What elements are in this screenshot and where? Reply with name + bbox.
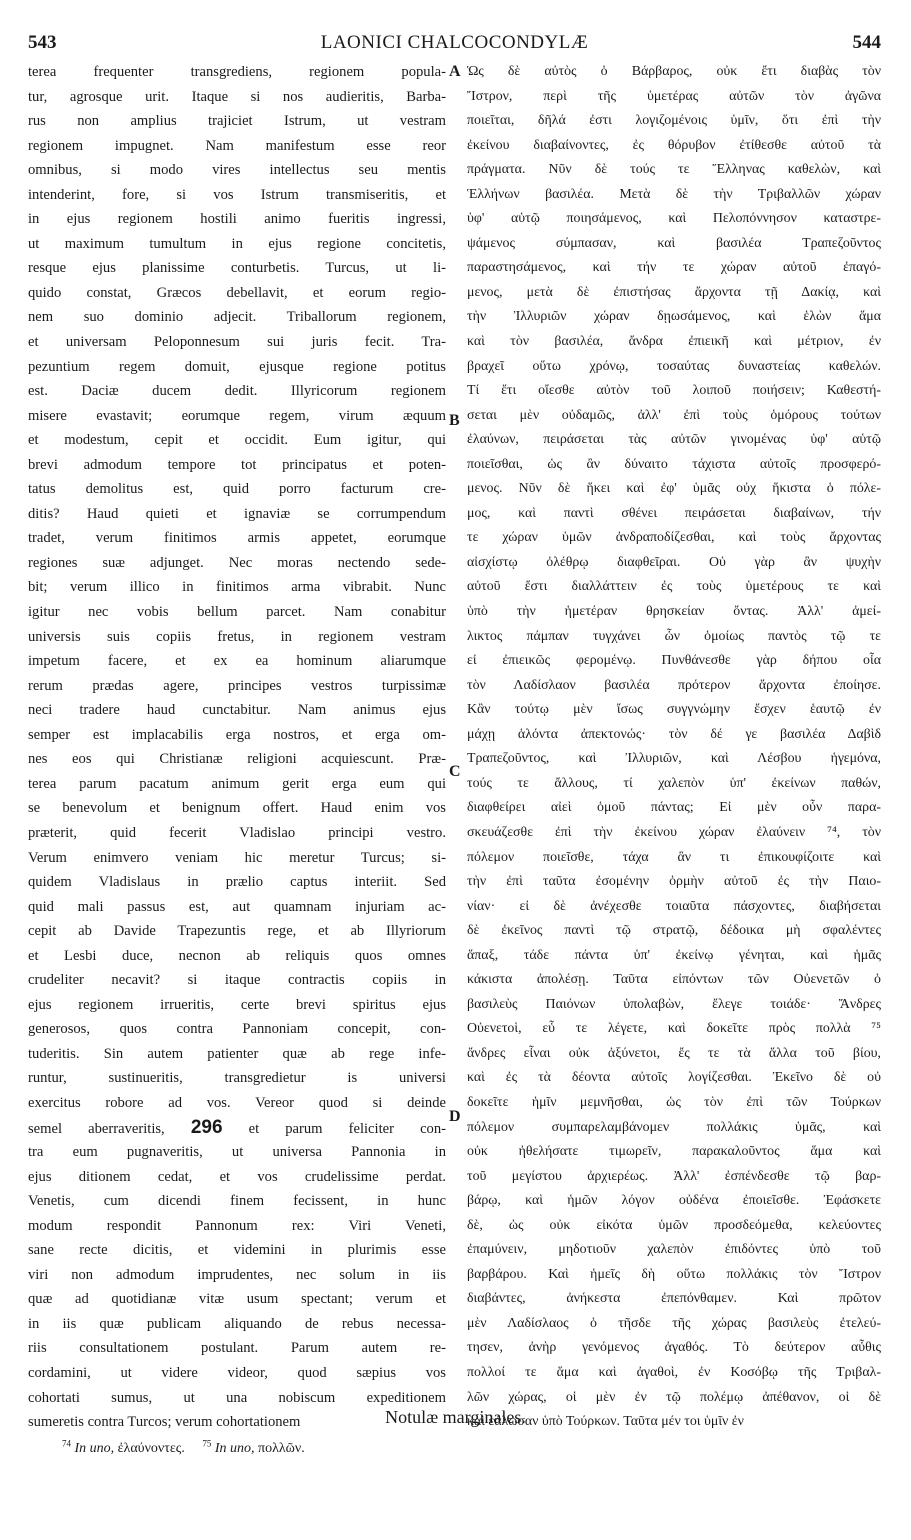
latin-text-line: intenderint, fore, si vos Istrum transmiseritis, et [28,186,446,203]
latin-text-line: rerum prædas agere, principes vestros turpissimæ [28,677,446,694]
greek-text-line: δὲ ἐκεῖνος παντὶ τῷ στρατῷ, δέδοικα μὴ σφαλέντες [467,923,881,939]
greek-text-line: λικτος πάμπαν τυγχάνει ὧν ὁμοίως παντὸς τῷ τε [467,628,881,644]
latin-text-line: Venetis, cum dicendi finem fecissent, in hunc [28,1193,446,1210]
greek-text-line: πόλεμον συμπαρελαμβάνομεν πολλάκις ὑμᾶς, καὶ [467,1119,881,1135]
greek-text-line: τὸν Λαδίσλαον βασιλέα πρότερον ἄρχοντα ἐποίησε. [467,677,881,693]
latin-text-line [28,1116,446,1141]
greek-text-line: ἐπαμύνειν, μηδοτιοῦν χαλεπὸν ἐπιδόντες ὑπὸ τοῦ [467,1242,881,1258]
marginal-notes-title: Notulæ marginales. [385,1407,526,1427]
greek-text-line: παραστησάμενος, καὶ τήν τε χώραν αὐτοῦ ἐπαγό- [467,260,881,276]
latin-text-line: cohortati sumus, ut una nobiscum expeditionem [28,1389,446,1406]
latin-text-line: quæ ad quotidianæ vitæ usum spectant; verum et [28,1291,446,1308]
latin-text-line: tur, agrosque urit. Itaque si nos audieritis, Barba- [28,88,446,105]
greek-text-line: βασιλεὺς Παιόνων ὑπολαβὼν, ἔλεγε τοιάδε· Ἄνδρες [467,996,881,1012]
latin-text-line: terea frequenter transgrediens, regionem popula- [28,64,446,80]
note-item [202,1438,305,1456]
greek-text-line: τούς τε ἄλλους, τί χαλεπὸν ὑπ' ἐκείνων παθών, [467,775,881,791]
greek-text-line: ποιεῖται, δῆλά ἐστι λογιζομένοις ὑμῖν, ὅτι ἐπὶ τὴν [467,113,881,129]
greek-text-line: εἰ ἐπιεικῶς φερομένῳ. Πυνθάνεσθε γὰρ δήπου οἷα [467,653,881,669]
latin-text-line: in ejus regionem hostili animo fueritis ingressi, [28,211,446,228]
greek-text-line: Οὐενετοὶ, εὖ τε λέγετε, καὶ δοκεῖτε πρὸς πολλὰ ⁷⁵ [467,1021,881,1037]
latin-text-line: tra eum pugnaveritis, ut universa Pannonia in [28,1144,446,1161]
latin-text-line: pezuntium regem domuit, ejusque regione potitus [28,358,446,375]
latin-text-line: nem suo dominio adjecit. Triballorum regionem, [28,309,446,326]
latin-text-segment: semel aberraveritis, [28,1120,165,1137]
latin-text-line: terea parum pacatum animum gerit erga eum qui [28,775,446,792]
running-title: LAONICI CHALCOCONDYLÆ [320,32,589,53]
latin-text-line: ut maximum tumultum in ejus regione concitetis, [28,235,446,252]
latin-text-line: omnibus, si modo vires intellectus seu mentis [28,162,446,179]
greek-column [467,60,881,1435]
greek-text-line: Κἂν τούτῳ μὲν ἴσως συγγνώμην ἔσχεν ἑαυτῷ ἐν [467,702,881,718]
latin-text-line: quidem Vladislaus in prælio captus interiit. Sed [28,874,446,891]
greek-text-line: καὶ τὸν βασιλέα, ἄνδρα ἐπιεικῆ καὶ μέτριον, ἐν [467,334,881,350]
latin-text-line: tradet, verum finitimos armis appetet, eorumque [28,530,446,547]
latin-text-line: et modestum, cepit et occidit. Eum igitur, qui [28,432,446,449]
greek-text-line: τησεν, ἀνὴρ γενόμενος ἀγαθός. Τὸ δεύτερον αὖθις [467,1340,881,1356]
greek-text-line: αἰσχίστῳ ὀλέθρῳ διαφθεῖραι. Οὐ γὰρ ἂν ψυχὴν [467,554,881,570]
note-number: 74 [62,1438,71,1448]
greek-text-line: μενος. Νῦν δὲ ἥκει καὶ ἐφ' ὑμᾶς οὐχ ἥκιστα ὁ πόλε- [467,481,881,497]
greek-text-line: σεται μὲν οὐδαμῶς, ἀλλ' ἐπὶ τοὺς ὁμόρους τούτων [467,407,881,423]
note-number: 75 [202,1438,212,1448]
latin-text-line: exercitus robore ad vos. Vereor quod si deinde [28,1094,446,1111]
latin-text-line: regiones suæ adjunget. Nec moras nectendo sede- [28,554,446,571]
greek-text-line: τοῦ μεγίστου ἀρχιερέως. Ἀλλ' ἐσπένδεσθε τῷ βαρ- [467,1168,881,1184]
greek-text-line: νίαν· εἰ δὲ ἀνέχεσθε τοιαῦτα πάσχοντες, διαβήσεται [467,898,881,914]
latin-text-line: brevi admodum tempore tot principatus et poten- [28,456,446,473]
greek-text-line: ἐλαύνων, πειράσεται τὰς αὐτῶν γινομένας ὑφ' αὑτῷ [467,432,881,448]
greek-text-line: λῶν χώρας, οἱ μὲν ἐν τῷ πολέμῳ ἀπέθανον, οἱ δὲ [467,1389,881,1405]
latin-text-line: neci tradere haud cunctabitur. Nam animus ejus [28,702,446,719]
greek-text-line: διαφθείρει αἰεὶ ὁμοῦ πάντας; Εἰ μὲν οὖν παρα- [467,800,881,816]
page-number-right: 544 [852,32,881,53]
greek-text-line: Ἴστρον, περὶ τῆς ὑμετέρας αὐτῶν τὸν ἀγῶνα [467,88,881,104]
greek-text-line: δὲ, ὡς οὐκ εἰκότα ὑμῶν προσδεόμεθα, κελεύοντες [467,1217,881,1233]
latin-text-line: Verum enimvero veniam hic meretur Turcus; si- [28,849,446,866]
latin-text-line: quido constat, Græcos debellavit, et eorum regio- [28,284,446,301]
latin-text-line: se benevolum et benignum offert. Haud enim vos [28,800,446,817]
latin-text-line: regionem impugnet. Nam manifestum esse reor [28,137,446,154]
greek-text-line: κάκιστα ἀπολέσῃ. Ταῦτα εἰπόντων τῶν Οὐενετῶν ὁ [467,972,881,988]
latin-text-line: riis consultationem postulant. Parum autem re- [28,1340,446,1357]
latin-text-line: semper est implacabilis erga nostros, et erga om- [28,726,446,743]
latin-text-line: et Lesbi duce, necnon ab reliquis quos omnes [28,947,446,964]
greek-text-line: ἅπαξ, τάδε πάντα ὑπ' ἐκείνῳ γένηται, καὶ ἡμᾶς [467,947,881,963]
greek-text-line: Τραπεζοῦντος, καὶ Ἰλλυριῶν, καὶ Λέσβου ἡγεμόνα, [467,751,881,767]
latin-column [28,60,446,1435]
latin-text-line: ditis? Haud quieti et ignaviæ se corrumpendum [28,505,446,522]
greek-text-line: σκευάζεσθε ἐπὶ τὴν ἐκείνου χώραν ἐλαύνειν ⁷⁴, τὸν [467,824,881,840]
latin-text-line: universis suis copiis fretus, in regionem vestram [28,628,446,645]
greek-text-line: μενος, μετὰ δὲ ἐπιστήσας ἄρχοντα τῇ Δακίᾳ, καὶ [467,284,881,300]
section-letter-b: B [449,412,460,429]
greek-text-line: ὑπὸ τὴν ἡμετέραν θρησκείαν ὄντας. Ἀλλ' ἀμεί- [467,604,881,620]
note-text: ἐλαύνοντες. [117,1440,185,1456]
greek-text-line: μὲν Λαδίσλαος ὁ τῆσδε τῆς χώρας βασιλεὺς ἐτελεύ- [467,1315,881,1331]
greek-text-line: μάχῃ ἁλόντα ἀπεκτονώς· τὸν δέ γε βασιλέα Δαβὶδ [467,726,881,742]
latin-text-line: runtur, sustinueritis, transgredietur is universi [28,1070,446,1087]
note-item [62,1438,188,1456]
latin-text-line: rus non amplius trajiciet Istrum, ut vestram [28,113,446,130]
latin-text-line: crudeliter necavit? si itaque contractis copiis in [28,972,446,989]
section-letter-c: C [449,763,461,780]
greek-text-line: βραχεῖ οὕτω χρόνῳ, τοσαύτας δυναστείας καθελών. [467,358,881,374]
greek-text-line: πολλοί τε ἅμα καὶ ἀγαθοὶ, ἐν Κοσόβῳ τῆς Τριβαλ- [467,1364,881,1380]
latin-text-line: cepit ab Davide Trapezuntis rege, et ab Illyriorum [28,923,446,940]
latin-text-line: generosos, quos contra Pannoniam concepit, con- [28,1021,446,1038]
greek-text-line: βαρβάρου. Καὶ ἡμεῖς δὴ οὕτω πολλάκις τὸν Ἴστρον [467,1266,881,1282]
greek-text-line: Ὡς δὲ αὐτὸς ὁ Βάρβαρος, οὐκ ἔτι διαβὰς τὸν [467,64,881,79]
greek-text-line: Ἑλλήνων βασιλέα. Μετὰ δὲ τὴν Τριβαλλῶν χώραν [467,186,881,202]
latin-text-line: viri non admodum imprudentes, nec solum in iis [28,1266,446,1283]
greek-text-line: ποιεῖσθαι, ὡς ἂν δύναιτο τάχιστα αὐτοῖς προσφερό- [467,456,881,472]
greek-text-line: δοκεῖτε ἡμῖν μεμνῆσθαι, ὡς τὸν ἐπὶ τῶν Τούρκων [467,1094,881,1110]
latin-text-line: tuderitis. Sin autem patienter quæ ab rege infe- [28,1045,446,1062]
latin-text-line: cordamini, ut videre videor, quod sæpius vos [28,1364,446,1381]
latin-text-line: in iis quæ publicam aliquando de rebus necessa- [28,1315,446,1332]
latin-text-line: ejus regionem irrueritis, certe brevi spiritus ejus [28,996,446,1013]
page-header [28,32,881,56]
latin-text-line: igitur nec vobis bellum parcet. Nam conabitur [28,604,446,621]
note-label: In uno, [74,1440,115,1456]
folio-number: 296 [190,1116,223,1138]
latin-text-line: est. Daciæ ducem dedit. Illyricorum regionem [28,383,446,400]
section-letter-a: A [449,63,461,80]
latin-text-line: quid mali passus est, aut quamnam injuriam ac- [28,898,446,915]
greek-text-line: Τί ἔτι οἴεσθε αὐτὸν τοῦ λοιποῦ ποιήσειν; Καθεστή- [467,383,881,399]
greek-text-line: πόλεμον ποιεῖσθε, τάχα ἂν τι ἐπικουφίζοιτε καὶ [467,849,881,865]
latin-text-line: nes eos qui Christianæ religioni acquiescunt. Præ- [28,751,446,768]
greek-text-line: διαβάντες, ἀνήκεστα ἐπεπόνθαμεν. Καὶ πρῶτον [467,1291,881,1307]
latin-text-line: misere evastavit; eorumque regem, virum æquum [28,407,446,424]
greek-text-line: ἐκείνου διαβαίνοντες, ἐς θόρυβον ἐτίθεσθε αὐτοῦ τὰ [467,137,881,153]
latin-text-line: resque ejus planissime conturbetis. Turcus, ut li- [28,260,446,277]
greek-text-line: πράγματα. Νῦν δὲ τούς τε Ἕλληνας καθελὼν, καὶ [467,162,881,178]
latin-text-segment: et parum feliciter con- [248,1120,446,1137]
greek-text-line: τὴν ἐπὶ ταῦτα ἐσομένην ὁρμὴν αὐτοῦ ἐς τὴν Παιο- [467,874,881,890]
latin-text-line: sumeretis contra Turcos; verum cohortationem [28,1414,301,1431]
greek-text-line: τὴν Ἰλλυριῶν χώραν δῃωσάμενος, καὶ ἑλὼν ἅμα [467,309,881,325]
greek-text-line: καὶ ἑάλωσαν ὑπὸ Τούρκων. Ταῦτα μέν τοι ὑμῖν ἐν [467,1414,744,1430]
latin-text-line: bit; verum illico in finitimos arma vibrabit. Nunc [28,579,446,596]
latin-text-line: et universam Peloponnesum sui juris fecit. Tra- [28,334,446,351]
greek-text-line: καὶ ἐς τὰ δέοντα αὐτοῖς λογίζεσθαι. Ἐκεῖνο δὲ οὐ [467,1070,881,1086]
section-letter-d: D [449,1108,461,1125]
page-number-left: 543 [28,32,57,53]
greek-text-line: τε χώραν ὑμῶν ἀνδραποδίζεσθαι, καὶ τοὺς ἄρχοντας [467,530,881,546]
note-text: πολλῶν. [258,1440,305,1456]
greek-text-line: ἄνδρες εἶναι οὐκ ἀξύνετοι, ἔς τε τὰ ἄλλα τοῦ βίου, [467,1045,881,1061]
greek-text-line: αὐτοῦ ἔστι διαλλάττειν ἐς τοὺς ὑμετέρους τε καὶ [467,579,881,595]
greek-text-line: οὐκ ἠθελήσατε τιμωρεῖν, παρακαλοῦντος ἅμα καὶ [467,1144,881,1160]
latin-text-line: præterit, quid fecerit Vladislao principi vestro. [28,824,446,841]
latin-text-line: tatus demolitus est, quid porro facturum cre- [28,481,446,498]
latin-text-line: modum respondit Pannonum rex: Viri Veneti, [28,1217,446,1234]
greek-text-line: μος, καὶ παντὶ σθένει πειράσεται διαβαίνων, τήν [467,505,881,521]
latin-text-line: impetum facere, et ex ea hominum aliarumque [28,653,446,670]
note-label: In uno, [214,1440,255,1456]
greek-text-line: ψάμενος σύμπασαν, καὶ βασιλέα Τραπεζοῦντος [467,235,881,251]
marginal-notes [62,1438,305,1457]
greek-text-line: βάρῳ, καὶ ἡμῶν λόγον οὐδένα ἐποιεῖσθε. Ἐφάσκετε [467,1193,881,1209]
greek-text-line: ὑφ' αὑτῷ ποιησάμενος, καὶ Πελοπόννησον καταστρε- [467,211,881,227]
latin-text-line: ejus ditionem cedat, et vos crudelissime perdat. [28,1168,446,1185]
latin-text-line: sane recte dicitis, et videmini in plurimis esse [28,1242,446,1259]
